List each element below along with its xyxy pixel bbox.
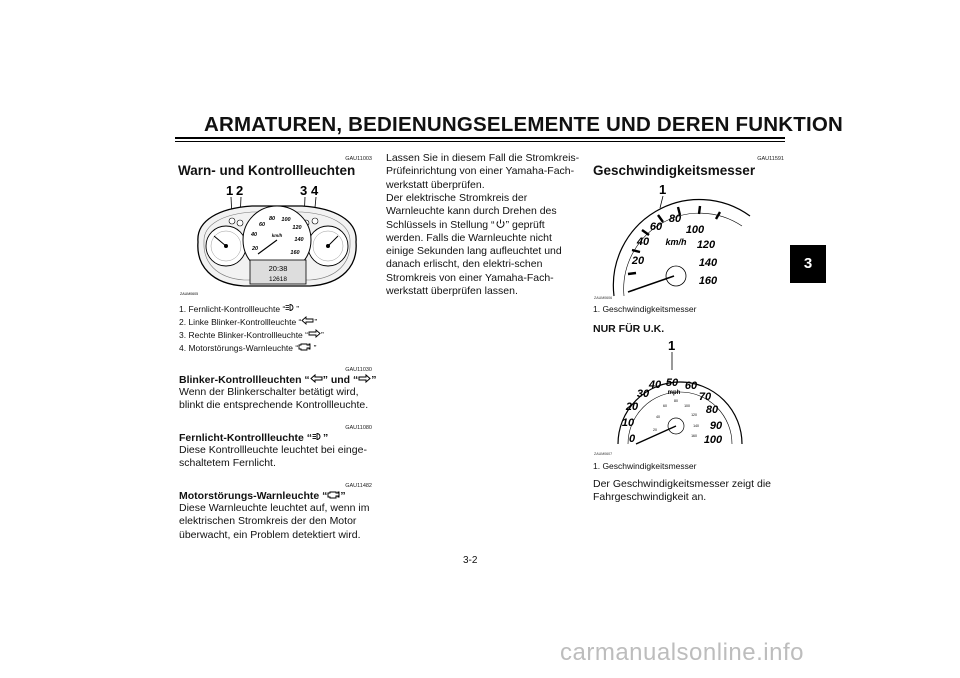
svg-text:80: 80 (705, 404, 719, 416)
section-body-engine-warning: Diese Warnleuchte leuchtet auf, wenn im elektrischen Stromkreis der den Motor überwacht, ein Problem detektiert wird. (179, 502, 370, 541)
paragraph-1: Lassen Sie in diesem Fall die Stromkreis-Prüfeinrichtung von einer Yamaha-Fach-werkstatt überprüfen. (386, 152, 580, 191)
speedometer-body: Der Geschwindigkeitsmesser zeigt die Fahrgeschwindigkeit an. (593, 478, 771, 504)
svg-text:120: 120 (696, 239, 716, 251)
callout-1: 1 (659, 182, 667, 197)
svg-text:80: 80 (268, 216, 276, 222)
svg-text:km/h: km/h (271, 233, 283, 238)
figure-code: ZAUM0607 (594, 452, 613, 456)
svg-text:20: 20 (653, 428, 657, 432)
instrument-cluster-figure (180, 180, 362, 298)
svg-text:140: 140 (698, 257, 718, 269)
section-code: GAU11080 (345, 425, 372, 431)
callout-numbers (226, 183, 319, 198)
left-turn-arrow-icon (310, 374, 323, 383)
svg-text:60: 60 (649, 221, 663, 233)
engine-icon (298, 342, 311, 351)
speedometer-mph-figure (592, 336, 752, 458)
svg-text:160: 160 (698, 275, 718, 287)
caption-2: 2. Linke Blinker-Kontrollleuchte “ ” (179, 317, 318, 327)
svg-text:140: 140 (693, 424, 699, 428)
header-rule-thin (175, 141, 785, 142)
right-turn-arrow-icon (308, 329, 321, 338)
section-body-high-beam: Diese Kontrollleuchte leuchtet bei einge-schaltetem Fernlicht. (179, 444, 367, 470)
paragraph-2: Der elektrische Stromkreis der Warnleuchte kann durch Drehen des Schlüssels in Stellung “ ” geprüft werden. Falls die Warnleuchte nicht einige Sekunden lang aufleuchtet und danach erlischt, den elektri-schen Stromkreis von einer Yamaha-Fach-werkstatt überprüfen lassen. (386, 192, 562, 298)
svg-text:100: 100 (281, 217, 291, 223)
svg-text:100: 100 (703, 434, 723, 446)
section-body-turn-signals: Wenn der Blinkerschalter betätigt wird, blinkt die entsprechende Kontrollleuchte. (179, 386, 369, 412)
svg-text:0: 0 (628, 433, 636, 445)
svg-text:60: 60 (663, 404, 667, 408)
svg-text:20: 20 (631, 255, 645, 267)
high-beam-icon (312, 432, 323, 441)
page-number: 3-2 (463, 555, 478, 566)
watermark: carmanualsonline.info (560, 639, 804, 666)
section-code: GAU11482 (345, 483, 372, 489)
svg-text:60: 60 (258, 222, 266, 228)
svg-text:80: 80 (668, 213, 682, 225)
figure-code: ZAUM0606 (594, 296, 613, 300)
left-turn-arrow-icon (301, 316, 314, 325)
svg-text:50: 50 (665, 377, 679, 389)
lcd-clock: 20:38 (268, 264, 288, 273)
callout-3: 3 (300, 183, 308, 198)
high-beam-icon (285, 303, 296, 312)
svg-text:10: 10 (621, 417, 635, 429)
chapter-tab[interactable]: 3 (790, 245, 826, 283)
key-position-icon (495, 219, 506, 228)
section-code: GAU11003 (345, 156, 372, 162)
svg-text:40: 40 (636, 236, 650, 248)
svg-text:40: 40 (250, 232, 258, 238)
caption-3: 3. Rechte Blinker-Kontrollleuchte “ ” (179, 330, 324, 340)
engine-icon (327, 490, 340, 499)
section-code: GAU11591 (757, 156, 784, 162)
svg-text:90: 90 (709, 420, 723, 432)
figure-code: ZAUM0605 (180, 292, 199, 296)
header-rule (175, 137, 785, 139)
svg-text:120: 120 (691, 413, 697, 417)
svg-text:km/h: km/h (665, 237, 687, 247)
svg-text:70: 70 (698, 391, 712, 403)
callout-1: 1 (226, 183, 234, 198)
svg-text:20: 20 (251, 246, 259, 252)
svg-text:20: 20 (625, 401, 639, 413)
svg-text:160: 160 (691, 434, 697, 438)
svg-text:80: 80 (674, 399, 678, 403)
uk-only-heading: NUR FÜR U.K. (593, 323, 665, 335)
figure-caption-kmh: 1. Geschwindigkeitsmesser (593, 304, 697, 314)
svg-text:30: 30 (636, 388, 650, 400)
speedometer-kmh-figure (592, 178, 732, 302)
section-heading-high-beam: Fernlicht-Kontrollleuchte “ ” (179, 432, 329, 444)
section-code: GAU11030 (345, 367, 372, 373)
section-heading-engine-warning: Motorstörungs-Warnleuchte “ ” (179, 490, 346, 502)
page-title: ARMATUREN, BEDIENUNGSELEMENTE UND DEREN FUNKTION (204, 113, 844, 136)
svg-text:100: 100 (685, 224, 705, 236)
right-turn-arrow-icon (358, 374, 371, 383)
svg-text:60: 60 (684, 380, 698, 392)
svg-text:120: 120 (292, 225, 302, 231)
svg-text:160: 160 (290, 250, 300, 256)
svg-text:40: 40 (656, 415, 660, 419)
svg-text:140: 140 (294, 237, 304, 243)
section-heading-turn-signals: Blinker-Kontrollleuchten “ ” und “ ” (179, 374, 377, 386)
svg-text:mph: mph (667, 390, 681, 396)
callout-1: 1 (668, 338, 676, 353)
section-heading-speedometer: Geschwindigkeitsmesser (593, 163, 756, 178)
section-heading-warning-lights: Warn- und Kontrollleuchten (178, 163, 356, 178)
callout-4: 4 (311, 183, 319, 198)
callout-2: 2 (236, 183, 244, 198)
svg-text:40: 40 (648, 379, 662, 391)
caption-4: 4. Motorstörungs-Warnleuchte “ ” (179, 343, 317, 353)
svg-text:100: 100 (684, 404, 690, 408)
figure-caption-mph: 1. Geschwindigkeitsmesser (593, 461, 697, 471)
lcd-odometer: 12618 (268, 276, 288, 283)
caption-1: 1. Fernlicht-Kontrollleuchte “ ” (179, 304, 300, 314)
